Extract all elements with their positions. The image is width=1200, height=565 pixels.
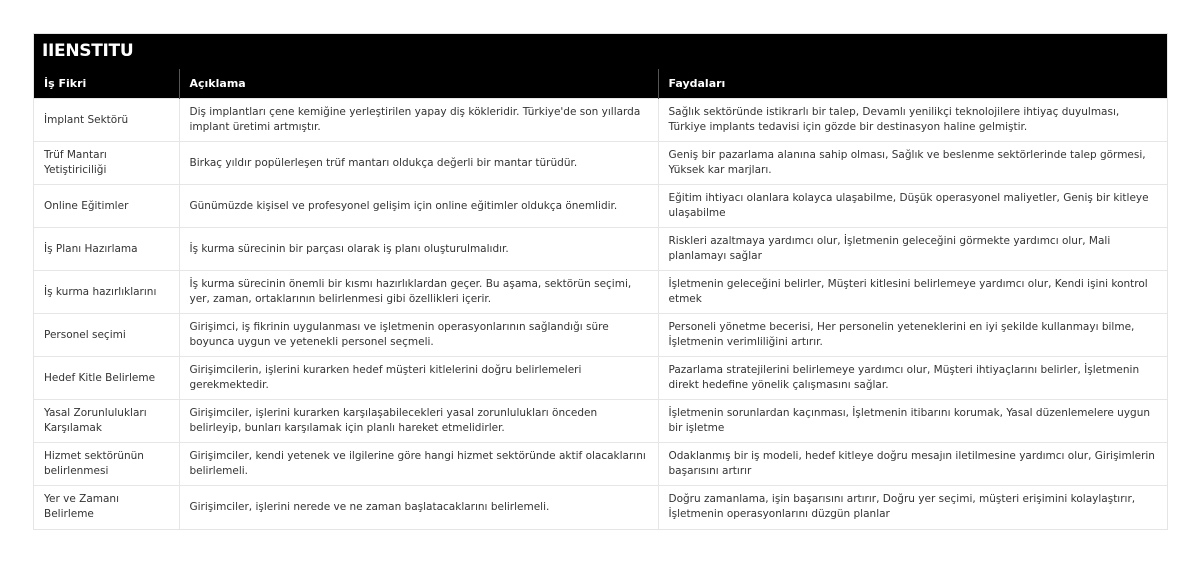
table-row xyxy=(34,357,1167,400)
description-cell: Günümüzde kişisel ve profesyonel gelişim için online eğitimler oldukça önemlidir. xyxy=(179,185,658,228)
idea-cell: Yer ve Zamanı Belirleme xyxy=(34,486,179,529)
table-row xyxy=(34,400,1167,443)
description-cell: Girişimci, iş fikrinin uygulanması ve işletmenin operasyonlarının sağlandığı süre boyunca uygun ve yetenekli personel seçmeli. xyxy=(179,314,658,357)
benefits-cell: Geniş bir pazarlama alanına sahip olması, Sağlık ve beslenme sektörlerinde talep görmesi, Yüksek kar marjları. xyxy=(658,142,1167,185)
idea-cell: İş Planı Hazırlama xyxy=(34,228,179,271)
benefits-cell: Personeli yönetme becerisi, Her personelin yeteneklerini en iyi şekilde kullanmayı bilme, İşletmenin verimliliğini artırır. xyxy=(658,314,1167,357)
idea-cell: Online Eğitimler xyxy=(34,185,179,228)
description-cell: Girişimciler, işlerini nerede ve ne zaman başlatacaklarını belirlemeli. xyxy=(179,486,658,529)
column-header: Açıklama xyxy=(179,69,658,99)
table-header-row xyxy=(34,69,1167,99)
idea-cell: Hedef Kitle Belirleme xyxy=(34,357,179,400)
idea-cell: Yasal Zorunlulukları Karşılamak xyxy=(34,400,179,443)
benefits-cell: Eğitim ihtiyacı olanlara kolayca ulaşabilme, Düşük operasyonel maliyetler, Geniş bir kitleye ulaşabilme xyxy=(658,185,1167,228)
business-ideas-table-container xyxy=(33,33,1168,530)
benefits-cell: Pazarlama stratejilerini belirlemeye yardımcı olur, Müşteri ihtiyaçlarını belirler, İşletmenin direkt hedefine yönelik çalışmasını sağlar. xyxy=(658,357,1167,400)
idea-cell: İmplant Sektörü xyxy=(34,99,179,142)
table-row xyxy=(34,228,1167,271)
idea-cell: Trüf Mantarı Yetiştiriciliği xyxy=(34,142,179,185)
table-row xyxy=(34,443,1167,486)
business-ideas-table xyxy=(34,69,1167,529)
table-row xyxy=(34,185,1167,228)
description-cell: Diş implantları çene kemiğine yerleştirilen yapay diş kökleridir. Türkiye'de son yıllarda implant üretimi artmıştır. xyxy=(179,99,658,142)
benefits-cell: İşletmenin geleceğini belirler, Müşteri kitlesini belirlemeye yardımcı olur, Kendi işini kontrol etmek xyxy=(658,271,1167,314)
brand-title: IIENSTITU xyxy=(34,34,1167,69)
column-header: Faydaları xyxy=(658,69,1167,99)
description-cell: İş kurma sürecinin önemli bir kısmı hazırlıklardan geçer. Bu aşama, sektörün seçimi, yer, zaman, ortaklarının belirlenmesi gibi özellikleri içerir. xyxy=(179,271,658,314)
benefits-cell: Riskleri azaltmaya yardımcı olur, İşletmenin geleceğini görmekte yardımcı olur, Mali planlamayı sağlar xyxy=(658,228,1167,271)
table-row xyxy=(34,99,1167,142)
idea-cell: Hizmet sektörünün belirlenmesi xyxy=(34,443,179,486)
description-cell: Girişimciler, işlerini kurarken karşılaşabilecekleri yasal zorunlulukları önceden belirleyip, bunları karşılamak için planlı hareket etmelidirler. xyxy=(179,400,658,443)
benefits-cell: Sağlık sektöründe istikrarlı bir talep, Devamlı yenilikçi teknolojilere ihtiyaç duyulması, Türkiye implants tedavisi için gözde bir destinasyon haline gelmiştir. xyxy=(658,99,1167,142)
table-row xyxy=(34,142,1167,185)
table-row xyxy=(34,486,1167,529)
table-row xyxy=(34,314,1167,357)
idea-cell: İş kurma hazırlıklarını xyxy=(34,271,179,314)
description-cell: İş kurma sürecinin bir parçası olarak iş planı oluşturulmalıdır. xyxy=(179,228,658,271)
description-cell: Birkaç yıldır popülerleşen trüf mantarı oldukça değerli bir mantar türüdür. xyxy=(179,142,658,185)
column-header: İş Fikri xyxy=(34,69,179,99)
idea-cell: Personel seçimi xyxy=(34,314,179,357)
table-row xyxy=(34,271,1167,314)
benefits-cell: Odaklanmış bir iş modeli, hedef kitleye doğru mesajın iletilmesine yardımcı olur, Girişimlerin başarısını artırır xyxy=(658,443,1167,486)
description-cell: Girişimciler, kendi yetenek ve ilgilerine göre hangi hizmet sektöründe aktif olacaklarını belirlemeli. xyxy=(179,443,658,486)
description-cell: Girişimcilerin, işlerini kurarken hedef müşteri kitlelerini doğru belirlemeleri gerekmektedir. xyxy=(179,357,658,400)
benefits-cell: Doğru zamanlama, işin başarısını artırır, Doğru yer seçimi, müşteri erişimini kolaylaştırır, İşletmenin operasyonlarını düzgün planlar xyxy=(658,486,1167,529)
benefits-cell: İşletmenin sorunlardan kaçınması, İşletmenin itibarını korumak, Yasal düzenlemelere uygun bir işletme xyxy=(658,400,1167,443)
